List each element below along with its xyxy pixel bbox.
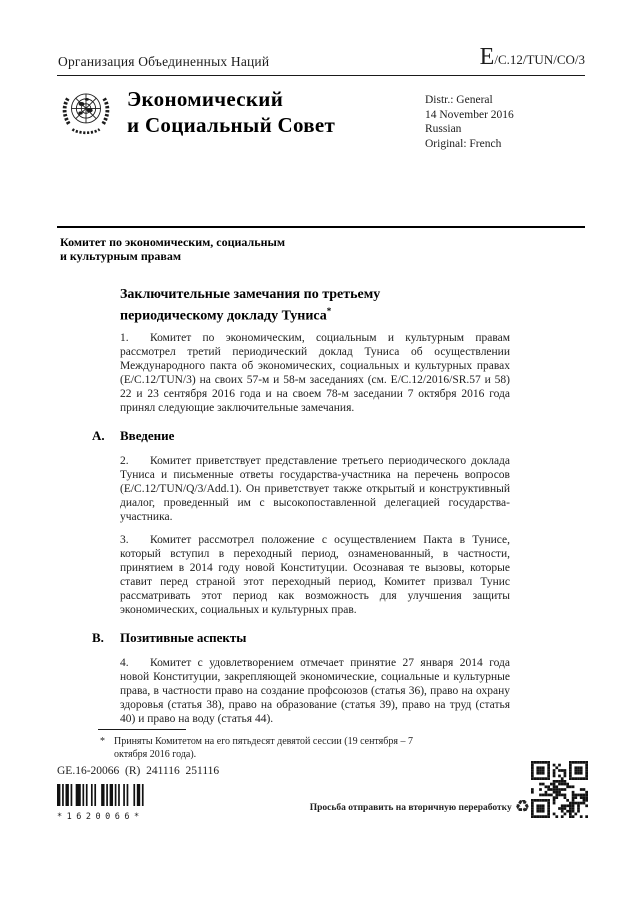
distr-date: 14 November 2016: [425, 108, 514, 121]
header-rule: [57, 75, 585, 76]
paragraph-3-text: Комитет рассмотрел положение с осуществлением Пакта в Тунисе, который вступил в переходный период, ознаменованный, в частности, принятием в 2014 году новой Конституции. Осознавая те вызовы, которые ставит перед страной этот переходный период, Комитет призвал Тунис рассматривать этот период как возможность для улучшения защиты экономических, социальных и культурных прав.: [120, 534, 510, 616]
recycle-note: [270, 799, 530, 816]
paragraph-1-text: Комитет по экономическим, социальным и культурным правам рассмотрел третий периодический доклад Туниса об осуществлении Международного пакта об экономических, социальных и культурных правах (E/C.12/TUN/3) на своих 57-м и 58-м заседаниях (см. E/C.12/2016/SR.57 и 58) 22 и 23 сентября 2016 года и на своем 78-м заседании 7 октября 2016 года принял следующие заключительные замечания.: [120, 332, 510, 414]
distribution-block: [425, 93, 514, 151]
doc-symbol-initial: E: [479, 44, 495, 70]
qr-code: [531, 761, 588, 818]
footnote-text: Приняты Комитетом на его пятьдесят девятой сессии (19 сентября – 7 октября 2016 года).: [114, 736, 413, 760]
footnote: [98, 736, 443, 761]
paragraph-2-text: Комитет приветствует представление третьего периодического доклада Туниса и письменные ответы государства-участника на перечень вопросов (E/C.12/TUN/Q/3/Add.1). Он приветствует также открытый и конструктивный диалог, проведенный им с высокопоставленной делегацией государства-участника.: [120, 455, 510, 523]
committee-name: [60, 235, 285, 263]
doc-symbol: [479, 44, 585, 70]
footnote-rule: [98, 729, 186, 730]
doc-symbol-rest: /C.12/TUN/CO/3: [494, 52, 585, 67]
ge-document-code: GE.16-20066 (R) 241116 251116: [57, 765, 220, 777]
distr-language: Russian: [425, 123, 462, 135]
recycle-note-text: Просьба отправить на вторичную переработку: [309, 802, 512, 813]
un-emblem-icon: [57, 84, 115, 142]
title-footnote-marker: *: [326, 306, 332, 316]
committee-name-line2: и культурным правам: [60, 249, 182, 263]
barcode-text: *1620066*: [57, 812, 144, 822]
barcode: [57, 784, 153, 822]
council-title-line1: Экономический: [127, 87, 284, 111]
section-title-a: Введение: [120, 428, 175, 443]
paragraph-3: [120, 533, 510, 617]
section-title-b: Позитивные аспекты: [120, 630, 247, 645]
council-title-line2: и Социальный Совет: [127, 113, 336, 137]
document-body: [92, 331, 510, 726]
distr-type: Distr.: General: [425, 94, 493, 106]
section-letter-b: B.: [92, 630, 104, 645]
paragraph-2: [120, 454, 510, 524]
footnote-marker: *: [100, 736, 105, 747]
section-heading-a: [92, 428, 510, 444]
paragraph-4-number: 4.: [120, 657, 129, 669]
section-heading-b: [92, 630, 510, 646]
committee-name-line1: Комитет по экономическим, социальным: [60, 235, 286, 249]
org-name: Организация Объединенных Наций: [58, 54, 270, 69]
barcode-stripes: [57, 784, 147, 806]
paragraph-2-number: 2.: [120, 455, 129, 467]
recycle-icon: ♻: [514, 797, 530, 817]
paragraph-3-number: 3.: [120, 534, 129, 546]
paragraph-4-text: Комитет с удовлетворением отмечает принятие 27 января 2014 года новой Конституции, закрепляющей экономические, социальные и культурные права, в частности право на создание профсоюзов (статья 36), право на охрану здоровья (статья 38), право на образование (статья 39), право на труд (статья 40) и право на воду (статья 44).: [120, 657, 510, 725]
distr-original: Original: French: [425, 137, 502, 150]
paragraph-1: [120, 331, 510, 415]
document-title-text: Заключительные замечания по третьему периодическому докладу Туниса: [120, 287, 381, 324]
document-title: [120, 286, 460, 325]
section-divider-rule: [57, 226, 585, 228]
section-letter-a: A.: [92, 428, 105, 443]
council-title: [127, 86, 335, 138]
paragraph-1-number: 1.: [120, 332, 129, 344]
paragraph-4: [120, 656, 510, 726]
